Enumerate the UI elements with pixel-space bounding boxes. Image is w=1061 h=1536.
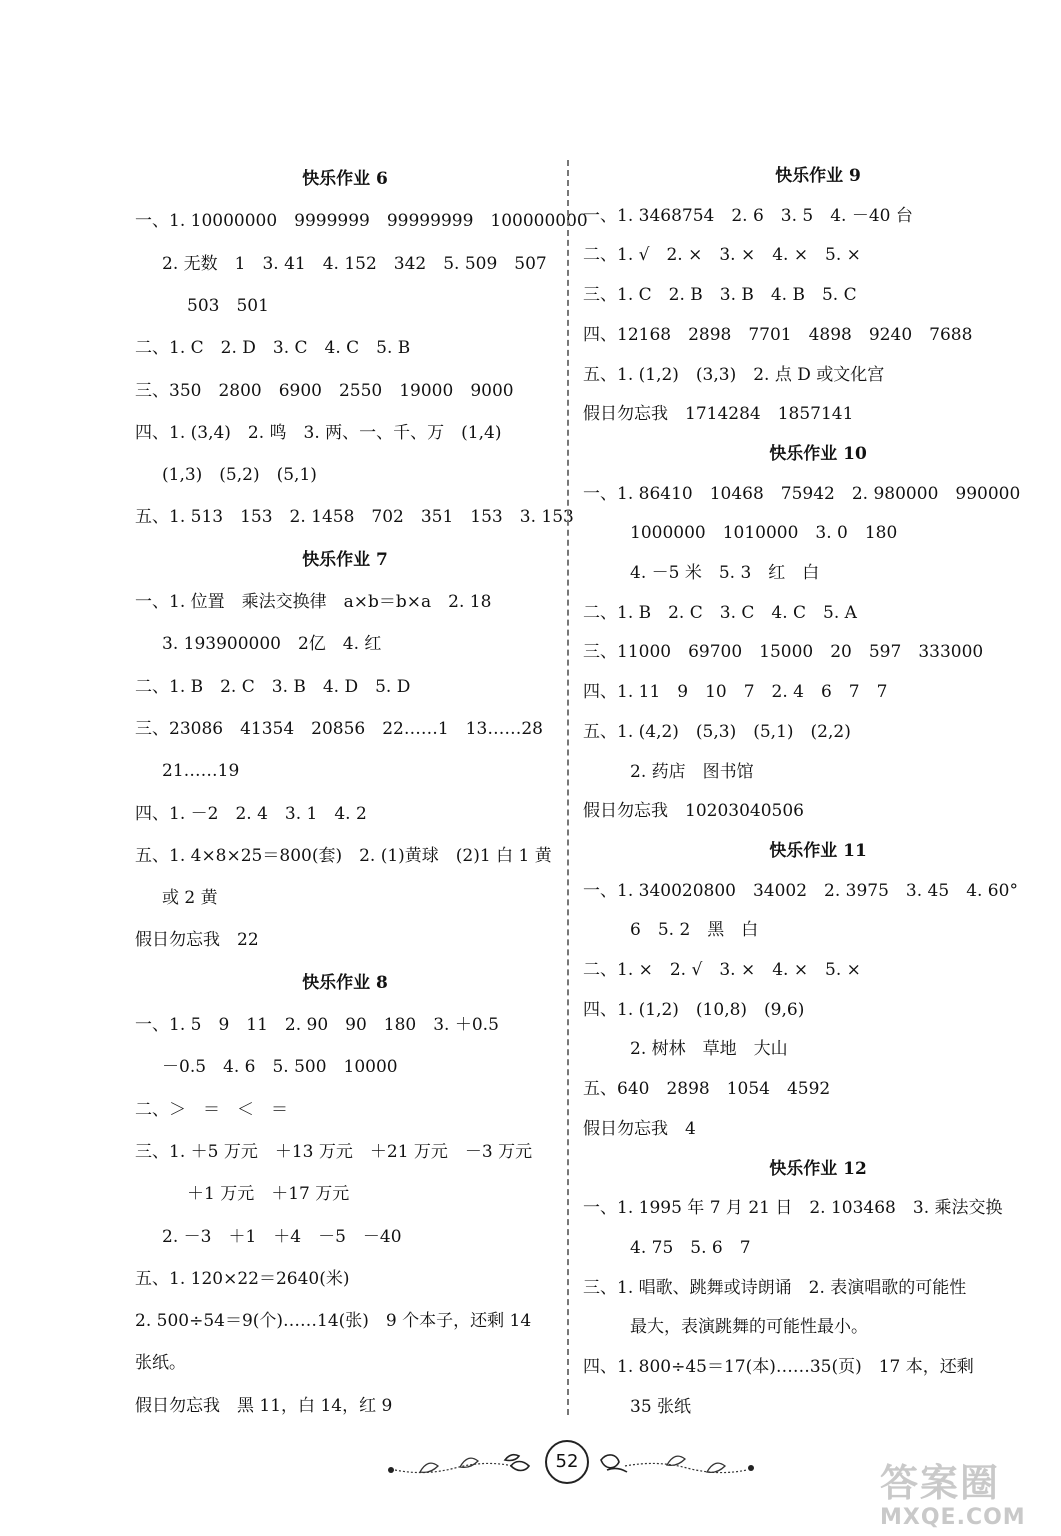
answer-line: 2. 药店 图书馆 (630, 762, 754, 782)
section-title: 快乐作业 6 (302, 169, 388, 189)
answer-line: 最大，表演跳舞的可能性最小。 (630, 1317, 868, 1337)
answer-line: 2. －3 ＋1 ＋4 －5 －40 (162, 1227, 402, 1247)
answer-line: 假日勿忘我 4 (583, 1119, 696, 1139)
answer-line: 21……19 (162, 761, 240, 781)
answer-line: 4. －5 米 5. 3 红 白 (630, 563, 820, 583)
answer-line: 四、1. 11 9 10 7 2. 4 6 7 7 (583, 682, 888, 702)
answer-line: 五、1. 120×22＝2640(米) (135, 1269, 350, 1289)
answer-line: ＋1 万元 ＋17 万元 (187, 1184, 350, 1204)
answer-line: 二、1. × 2. √ 3. × 4. × 5. × (583, 960, 861, 980)
section-title: 快乐作业 8 (302, 973, 388, 993)
answer-line: 二、1. √ 2. × 3. × 4. × 5. × (583, 245, 861, 265)
answer-line: 假日勿忘我 1714284 1857141 (583, 404, 854, 424)
page-number: 52 (545, 1440, 589, 1484)
answer-line: 四、1. (1,2) (10,8) (9,6) (583, 1000, 805, 1020)
answer-line: 五、640 2898 1054 4592 (583, 1079, 831, 1099)
section-title: 快乐作业 11 (769, 841, 867, 861)
answer-line: 6 5. 2 黑 白 (630, 920, 759, 940)
answer-line: 三、23086 41354 20856 22……1 13……28 (135, 719, 543, 739)
answer-line: 三、350 2800 6900 2550 19000 9000 (135, 381, 514, 401)
section-title: 快乐作业 9 (775, 166, 861, 186)
answer-line: 3. 193900000 2亿 4. 红 (162, 634, 382, 654)
answer-line: 或 2 黄 (162, 888, 218, 908)
section-title: 快乐作业 7 (302, 550, 388, 570)
answer-line: 一、1. 340020800 34002 2. 3975 3. 45 4. 60° (583, 881, 1018, 901)
answer-line: 五、1. 4×8×25＝800(套) 2. (1)黄球 (2)1 白 1 黄 (135, 846, 552, 866)
answer-line: 一、1. 1995 年 7 月 21 日 2. 103468 3. 乘法交换 (583, 1198, 1003, 1218)
answer-line: 二、1. B 2. C 3. C 4. C 5. A (583, 603, 857, 623)
answer-line: 四、1. 800÷45＝17(本)……35(页) 17 本，还剩 (583, 1357, 974, 1377)
answer-line: 三、11000 69700 15000 20 597 333000 (583, 642, 984, 662)
answer-line: 一、1. 3468754 2. 6 3. 5 4. －40 台 (583, 206, 913, 226)
answer-line: 2. 无数 1 3. 41 4. 152 342 5. 509 507 (162, 254, 547, 274)
left-vine-ornament-icon (385, 1446, 535, 1480)
watermark (880, 1460, 1061, 1536)
section-title: 快乐作业 10 (769, 444, 867, 464)
answer-line: 2. 树林 草地 大山 (630, 1039, 788, 1059)
answer-line: 1000000 1010000 3. 0 180 (630, 523, 898, 543)
answer-line: 假日勿忘我 10203040506 (583, 801, 804, 821)
page-footer (385, 1440, 765, 1510)
answer-line: 三、1. ＋5 万元 ＋13 万元 ＋21 万元 －3 万元 (135, 1142, 533, 1162)
answer-line: 五、1. (4,2) (5,3) (5,1) (2,2) (583, 722, 851, 742)
answer-line: 二、1. B 2. C 3. B 4. D 5. D (135, 677, 411, 697)
answer-line: 四、1. －2 2. 4 3. 1 4. 2 (135, 804, 367, 824)
answer-line: 一、1. 5 9 11 2. 90 90 180 3. ＋0.5 (135, 1015, 499, 1035)
answer-line: 四、1. (3,4) 2. 鸣 3. 两、一、千、万 (1,4) (135, 423, 502, 443)
answer-line: 假日勿忘我 22 (135, 930, 259, 950)
answer-line: 503 501 (187, 296, 269, 316)
section-title: 快乐作业 12 (769, 1159, 867, 1179)
answer-line: 假日勿忘我 黑 11，白 14，红 9 (135, 1396, 393, 1416)
answer-line: 二、＞ ＝ ＜ ＝ (135, 1100, 288, 1120)
answer-line: 一、1. 位置 乘法交换律 a×b＝b×a 2. 18 (135, 592, 492, 612)
answer-line: 五、1. (1,2) (3,3) 2. 点 D 或文化宫 (583, 365, 885, 385)
answer-line: 三、1. C 2. B 3. B 4. B 5. C (583, 285, 857, 305)
watermark-url: MXQE.COM (880, 1505, 1026, 1530)
watermark-logo: 答案圈 (880, 1461, 1001, 1505)
answer-line: 三、1. 唱歌、跳舞或诗朗诵 2. 表演唱歌的可能性 (583, 1278, 967, 1298)
right-vine-ornament-icon (597, 1446, 757, 1480)
answer-line: 一、1. 86410 10468 75942 2. 980000 990000 (583, 484, 1021, 504)
answer-line: －0.5 4. 6 5. 500 10000 (162, 1057, 398, 1077)
answer-line: 2. 500÷54＝9(个)……14(张) 9 个本子，还剩 14 (135, 1311, 532, 1331)
answer-line: 张纸。 (135, 1353, 186, 1373)
answer-line: 四、12168 2898 7701 4898 9240 7688 (583, 325, 973, 345)
answer-line: (1,3) (5,2) (5,1) (162, 465, 317, 485)
answer-line: 五、1. 513 153 2. 1458 702 351 153 3. 153 (135, 507, 574, 527)
answer-line: 二、1. C 2. D 3. C 4. C 5. B (135, 338, 411, 358)
answer-line: 35 张纸 (630, 1397, 692, 1417)
answer-line: 4. 75 5. 6 7 (630, 1238, 751, 1258)
column-divider (567, 160, 569, 1415)
answer-line: 一、1. 10000000 9999999 99999999 100000000 (135, 211, 588, 231)
